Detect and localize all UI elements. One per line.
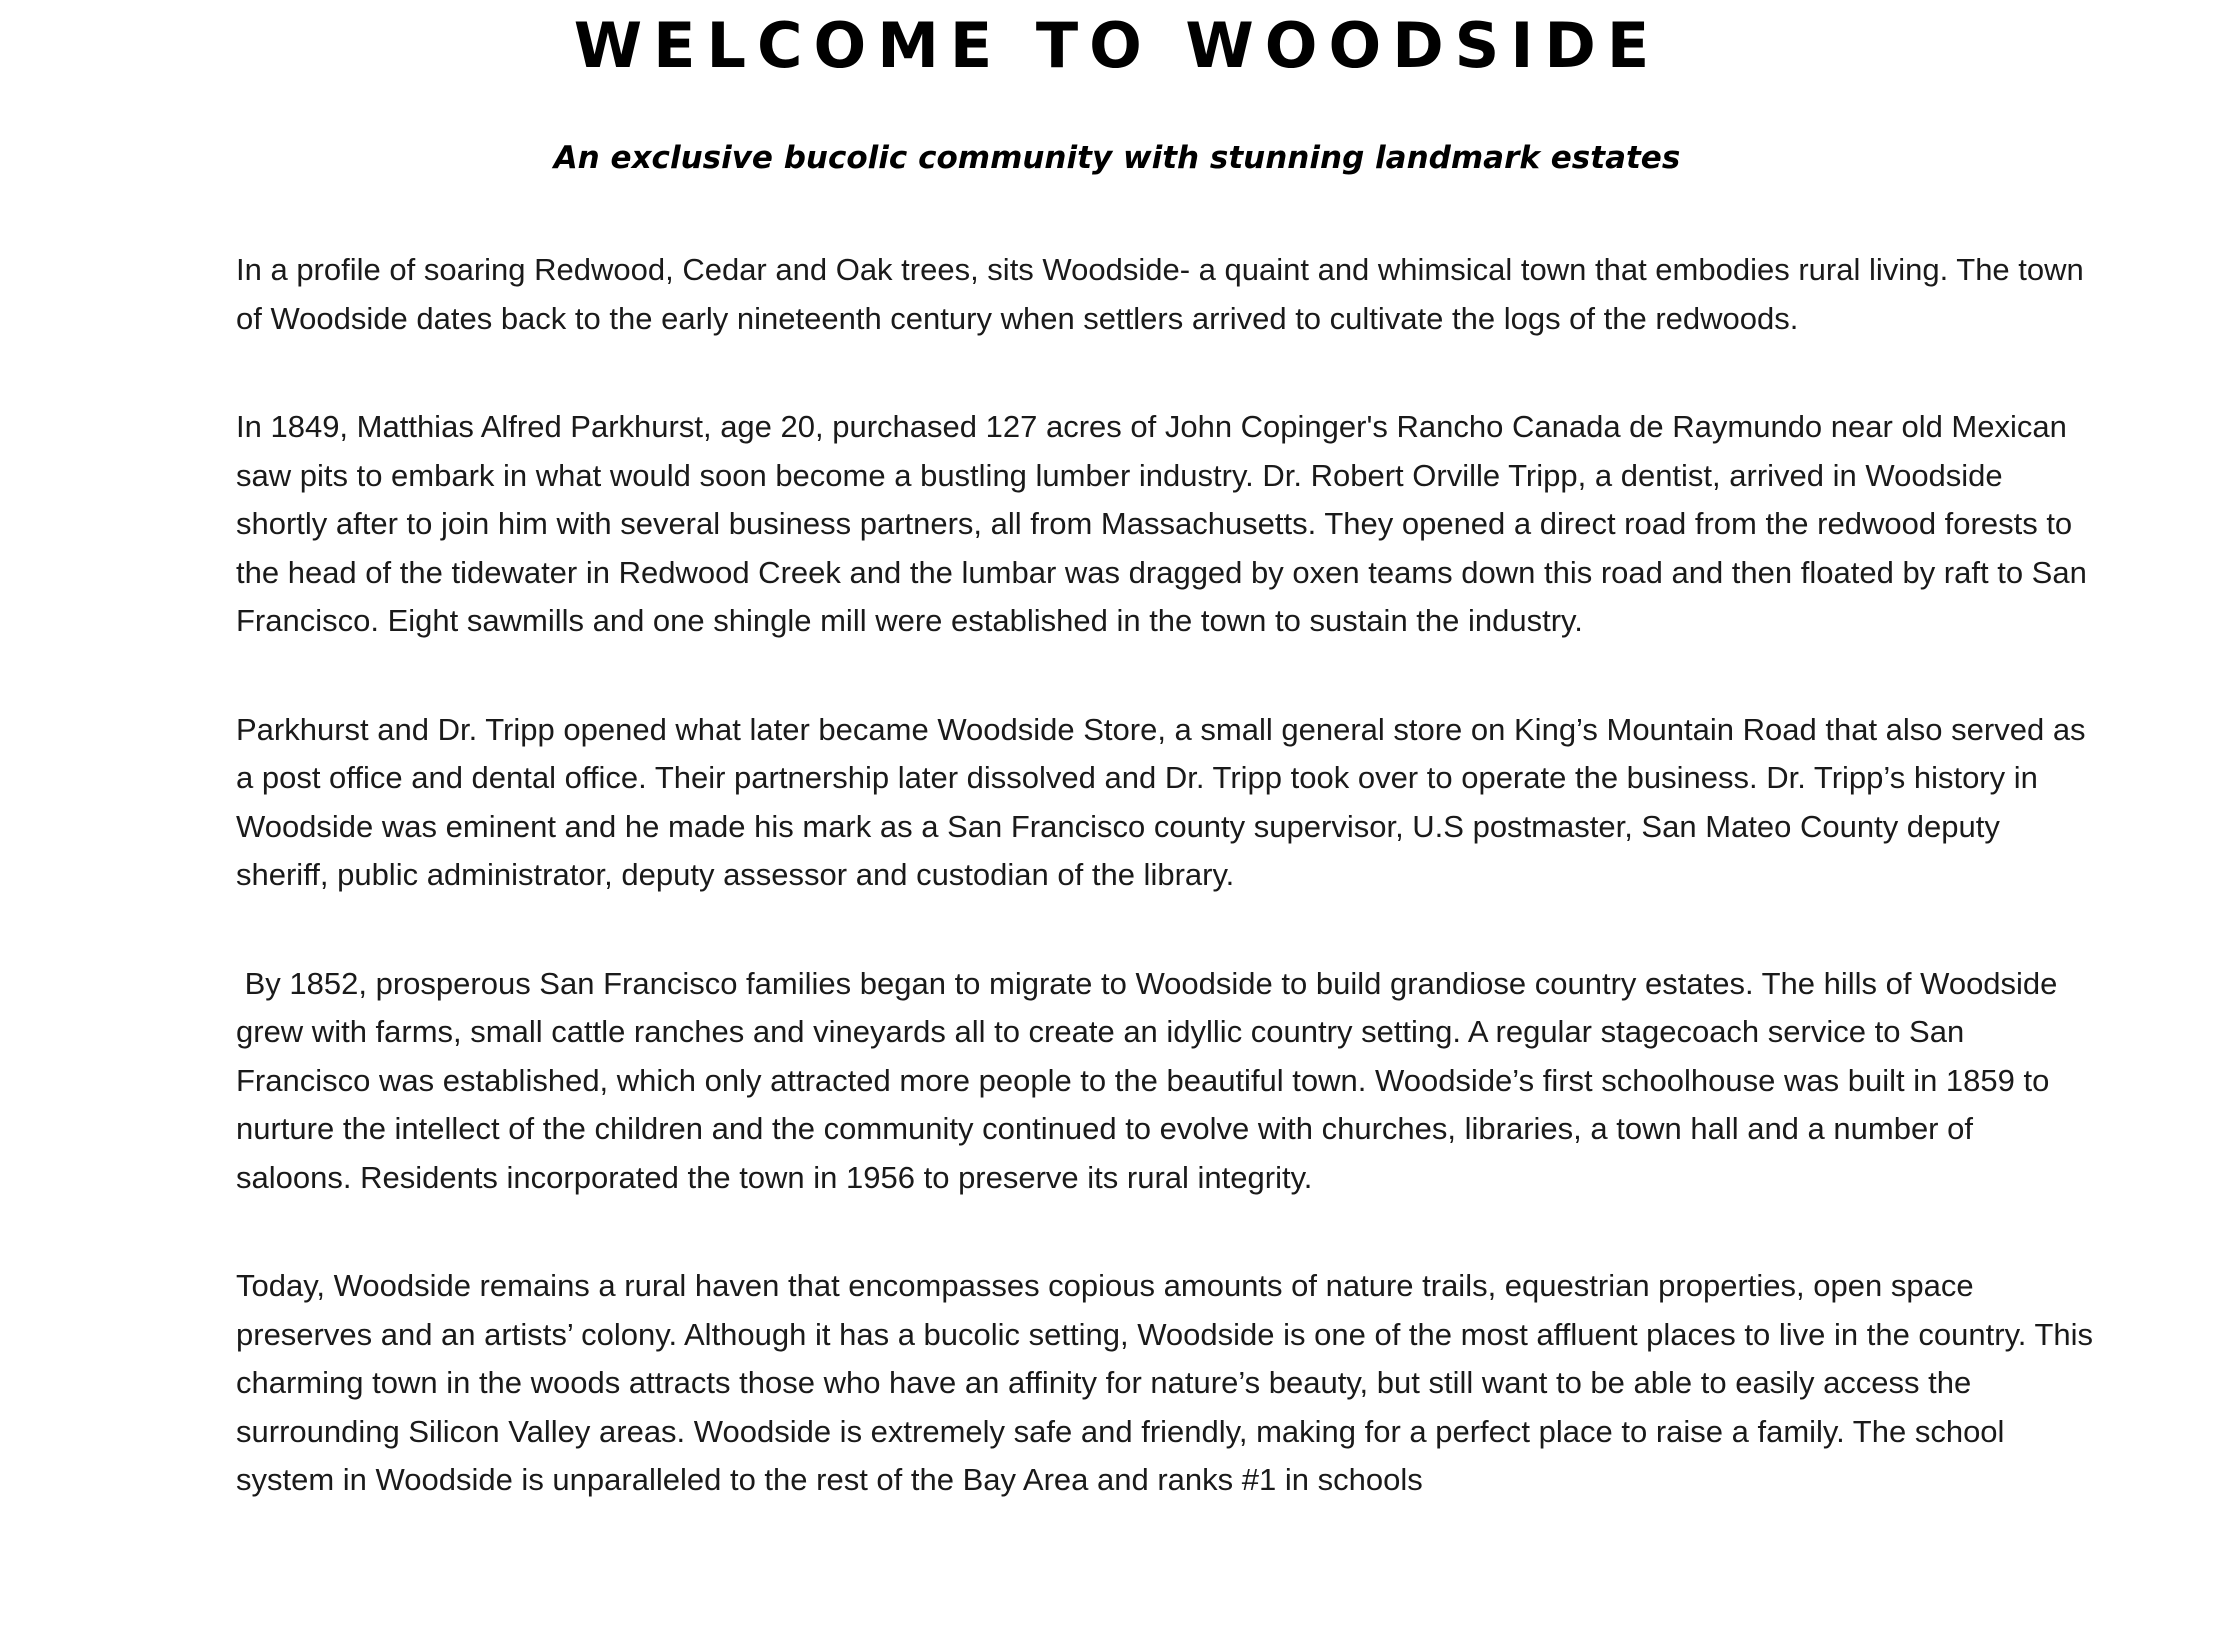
page-subtitle: An exclusive bucolic community with stunning landmark estates xyxy=(553,140,1681,176)
paragraph-parkhurst-1849: In 1849, Matthias Alfred Parkhurst, age 20, purchased 127 acres of John Copinger's Rancho Canada de Raymundo near old Mexican saw pits to embark in what would soon become a bustling lumber industry. Dr. Robert Orville Tripp, a dentist, arrived in Woodside shortly after to join him with several business partners, all from Massachusetts. They opened a direct road from the redwood forests to the head of the tidewater in Redwood Creek and the lumbar was dragged by oxen teams down this road and then floated by raft to San Francisco. Eight sawmills and one shingle mill were established in the town to sustain the industry. xyxy=(236,409,2096,638)
paragraph-intro: In a profile of soaring Redwood, Cedar and Oak trees, sits Woodside- a quaint and whimsical town that embodies rural living. The town of Woodside dates back to the early nineteenth century when settlers arrived to cultivate the logs of the redwoods. xyxy=(236,252,2093,336)
article-body xyxy=(236,246,2102,1565)
paragraph-1852-estates: By 1852, prosperous San Francisco families began to migrate to Woodside to build grandiose country estates. The hills of Woodside grew with farms, small cattle ranches and vineyards all to create an idyllic country setting. A regular stagecoach service to San Francisco was established, which only attracted more people to the beautiful town. Woodside’s first schoolhouse was built in 1859 to nurture the intellect of the children and the community continued to evolve with churches, libraries, a town hall and a number of saloons. Residents incorporated the town in 1956 to preserve its rural integrity. xyxy=(236,965,2067,1195)
page-title: WELCOME TO WOODSIDE xyxy=(573,9,1661,82)
paragraph-woodside-store: Parkhurst and Dr. Tripp opened what later became Woodside Store, a small general store on King’s Mountain Road that also served as a post office and dental office. Their partnership later dissolved and Dr. Tripp took over to operate the business. Dr. Tripp’s history in Woodside was eminent and he made his mark as a San Francisco county supervisor, U.S postmaster, San Mateo County deputy sheriff, public administrator, deputy assessor and custodian of the library. xyxy=(236,711,2095,892)
paragraph-today: Today, Woodside remains a rural haven that encompasses copious amounts of nature trails, equestrian properties, open space preserves and an artists’ colony. Although it has a bucolic setting, Woodside is one of the most affluent places to live in the country. This charming town in the woods attracts those who have an affinity for nature’s beauty, but still want to be able to easily access the surrounding Silicon Valley areas. Woodside is extremely safe and friendly, making for a perfect place to raise a family. The school system in Woodside is unparalleled to the rest of the Bay Area and ranks #1 in schools xyxy=(236,1268,2102,1497)
